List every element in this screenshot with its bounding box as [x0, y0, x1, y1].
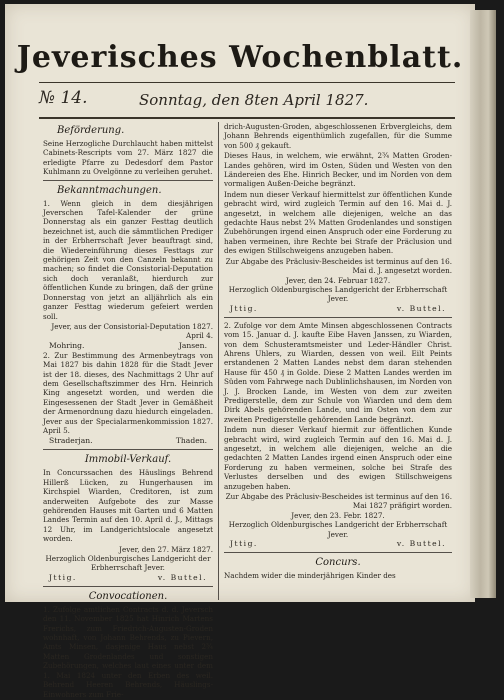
- section-rule: [224, 317, 452, 318]
- signatory-right: v. Buttel.: [157, 572, 207, 582]
- heading-concurs: Concurs.: [315, 557, 361, 569]
- issue-date: Sonntag, den 8ten April 1827.: [139, 91, 369, 109]
- paragraph-announcement-1: 1. Wenn gleich in dem diesjährigen Jeverschen Tafel-Kalender der grüne Donnerstag als ein ganzer Festtag deutlich bezeichnet ist, auch die sämmtlichen Prediger in der Erbherrschaft Jever beauftragt sind, die Wiedereinführung dieses Festtags zur gehörigen Zeit von den Canzeln bekannt zu machen; so findet die Consistorial-Deputation sich doch veranlaßt, hierdurch zur öffentlichen Kunde zu bringen, daß der grüne Donnerstag von jetzt an alljährlich als ein ganzer Festtag wiederum gefeiert werden soll.: [43, 198, 213, 321]
- signature-preclusive: Zur Abgabe des Präclusiv-Bescheides ist terminus auf den 16. Mai 1827 präfigirt worden.: [225, 492, 452, 511]
- signature-date: Jever, den 24. Februar 1827.: [285, 275, 391, 285]
- signature-date: Jever, den 23. Febr. 1827.: [291, 510, 385, 520]
- paragraph-concurs: Nachdem wider die minderjährigen Kinder des: [224, 571, 396, 581]
- right-column: [224, 122, 452, 581]
- signature-names: [224, 539, 452, 549]
- column-divider: [218, 122, 219, 600]
- signature-court: Herzoglich Oldenburgisches Landgericht der Erbherrschaft Jever.: [228, 520, 448, 539]
- masthead-rule: [39, 82, 455, 83]
- paragraph-house-bounds: Dieses Haus, in welchem, wie erwähnt, 2¾ Matten Groden-Landes gehören, wird im Osten, Süden und Westen von den Ländereien des Ehe. Hinrich Becker, und im Norden von dem vormaligen Außen-Deiche begränzt.: [224, 151, 452, 189]
- signature-consistorial: Jever, aus der Consistorial-Deputation 1827. April 4.: [51, 321, 213, 341]
- signature-preclusive: Zur Abgabe des Präclusiv-Bescheides ist terminus auf den 16. Mai d. J. angesetzt worden.: [225, 256, 452, 276]
- issue-line: [39, 88, 455, 116]
- signature-date: Jever, den 27. März 1827.: [119, 544, 213, 554]
- heading-immobil-verkauf: Immobil-Verkauf.: [84, 454, 172, 466]
- issue-rule: [39, 117, 455, 119]
- page-edge: [470, 10, 496, 598]
- signatory-left: Jttig.: [230, 303, 258, 313]
- signature-names: [43, 341, 213, 351]
- signatory-left: Mohring.: [49, 340, 85, 350]
- section-rule: [43, 586, 213, 587]
- signature-names: [224, 304, 452, 314]
- paragraph-convocation-2: 2. Zufolge vor dem Amte Minsen abgeschlossenen Contracts vom 15. Januar d. J. kaufte Eibe Haven Janssen, zu Wiarden, von dem Schusteramtsmeister und Leder-Händler Christ. Ahrens Uhlers, zu Wiarden, dessen von weil. Eilt Peints erstandenen 2 Matten Landes nebst dem daran stehenden Hause für 450 ₰ in Golde. Diese 2 Matten Landes werden im Süden vom Fahrwege nach Dublinlichshausen, im Norden von J. J. Brocken Lande, im Westen von dem zur zweiten Predigerstelle, dem zur Schule von Wiarden und dem dem Dirk Abels gehörenden Lande, und im Osten von dem zur zweiten Predigerstelle gehörenden Lande begränzt.: [224, 320, 452, 424]
- paragraph-convocation-1-cont: drich-Augusten-Groden, abgeschlossenen Erbvergleichs, dem Johann Behrends eigenthümlich zugefallen, für die Summe von 500 ₰ gekauft.: [224, 122, 452, 150]
- paragraph-befoerderung: Seine Herzogliche Durchlaucht haben mittelst Cabinets-Rescripts vom 27. März 1827 die erledigte Pfarre zu Dedesdorf dem Pastor Kuhlmann zu Ovelgönne zu verleihen geruhet.: [43, 139, 213, 177]
- paragraph-immobil-verkauf: In Concurssachen des Häuslings Behrend Hillerß Lücken, zu Hungerhausen im Kirchspiel Wiarden, Creditoren, ist zum anderweiten Aufgebote des zur Masse gehörenden Hauses mit Garten und 6 Matten Landes Termin auf den 10. April d. J., Mittags 12 Uhr, im Landgerichtslocale angesetzt worden.: [43, 468, 213, 544]
- section-rule: [43, 180, 213, 181]
- signature-names: [43, 436, 213, 446]
- signature-names: [43, 573, 213, 583]
- signatory-right: v. Buttel.: [396, 539, 446, 549]
- heading-befoerderung: Beförderung.: [57, 125, 125, 136]
- paragraph-term-2: Indem nun dieser Verkauf hiermit zur öffentlichen Kunde gebracht wird, wird zugleich Termin auf den 16. Mai d. J. angesetzt, in welchem alle diejenigen, welche an die gedachten 2 Matten Landes irgend einen Anspruch oder eine Forderung zu haben vermeinen, solche bei Strafe des Verlustes derselben und des ewigen Stillschweigens anzugeben haben.: [224, 425, 452, 491]
- paragraph-convocation-1: 1. Zufolge amtlichen Contracts d. d. Jeversch den 11. November 1825 hat Hinrich Martens Frerichs, zum Friedrich-Augusten-Groden wohnhaft, von Johann Behrends, zu Pievern, Amts Minsen, dasjenige Haus nebst 2¾ Matten Grodenlandes und sonstigen Zubehörungen, welches laut eines unter dem 1. Mai 1824 unter den Erben des weil. Behrend Heeren Behrends, Häuslings-Einwohners zum Frie-: [43, 604, 213, 699]
- signatory-right: Thaden.: [175, 436, 207, 446]
- left-column: [43, 122, 213, 700]
- signatory-left: Straderjan.: [49, 436, 93, 446]
- section-rule: [43, 449, 213, 450]
- heading-convocationen: Convocationen.: [88, 590, 168, 602]
- signature-court: Herzoglich Oldenburgisches Landgericht der Erbherrschaft Jever.: [45, 554, 211, 573]
- section-rule: [224, 552, 452, 553]
- signatory-left: Jttig.: [49, 572, 77, 582]
- signature-court: Herzoglich Oldenburgisches Landgericht der Erbherrschaft Jever.: [228, 284, 448, 304]
- paragraph-term-1: Indem nun dieser Verkauf hiermittelst zur öffentlichen Kunde gebracht wird, wird zugleich Termin auf den 16. Mai d. J. angesetzt, in welchem alle diejenigen, welche an das gedachte Haus nebst 2¾ Matten Grodenlandes und sonstigen Zubehörungen irgend einen Anspruch oder eine Forderung zu haben vermeinen, ihre Rechte bei Strafe der Präclusion und des ewigen Stillschweigens anzugeben haben.: [224, 189, 452, 256]
- signatory-left: Jttig.: [230, 539, 258, 549]
- heading-bekanntmachungen: Bekanntmachungen.: [57, 184, 162, 196]
- newspaper-page: [5, 4, 475, 699]
- masthead: [5, 4, 475, 86]
- newspaper-title: Jeverisches Wochenblatt.: [16, 40, 464, 75]
- paragraph-announcement-2: 2. Zur Bestimmung des Armenbeytrags von Mai 1827 bis dahin 1828 für die Stadt Jever ist der 18. dieses, des Nachmittags 2 Uhr auf dem Gesellschaftszimmer des Hrn. Heinrich King angesetzt worden, und werden die Eingesessenen der Stadt Jever in Gemäßheit der Armenordnung dazu hiedurch eingeladen. Jever aus der Specialarmenkommission 1827. April 5.: [43, 350, 213, 435]
- issue-number: № 14.: [39, 88, 88, 108]
- signatory-right: v. Buttel.: [396, 303, 446, 313]
- signatory-right: Jansen.: [178, 340, 207, 350]
